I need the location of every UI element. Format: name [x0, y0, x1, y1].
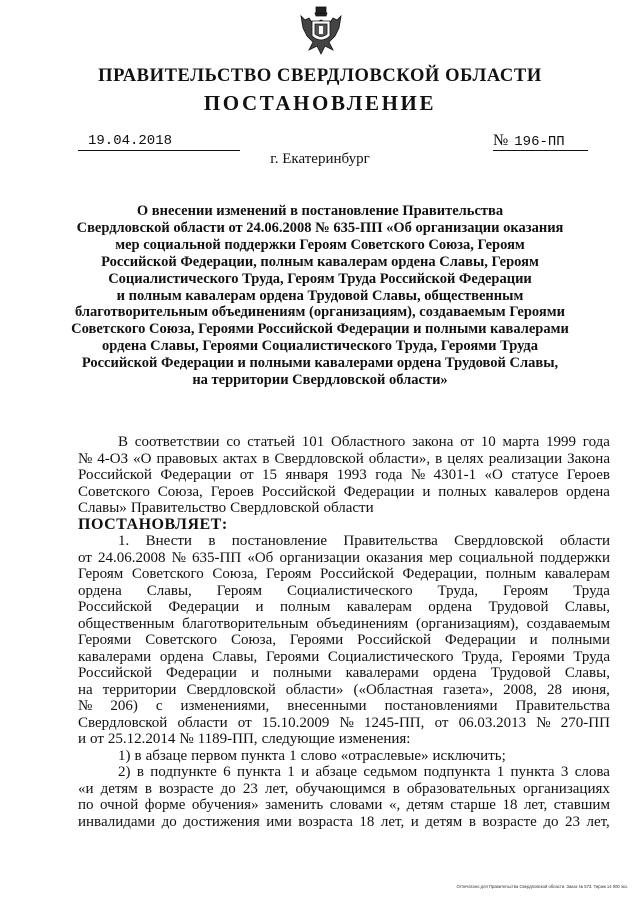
document-number: 196-ПП [514, 134, 565, 150]
body-line: по очной форме обучения» заменить словами «, детям старше 18 лет, ставшим [78, 797, 610, 813]
document-body [78, 434, 610, 830]
body-line: Славы» Правительство Свердловской области [78, 500, 374, 516]
title-line: Свердловской области от 24.06.2008 № 635-ПП «Об организации оказания [76, 219, 564, 236]
title-line: ордена Славы, Героями Социалистического Труда, Героями Труда [102, 338, 538, 355]
body-line: Советского Союза, Героев Российской Федерации и полных кавалеров ордена [78, 483, 610, 500]
title-line: мер социальной поддержки Героям Советского Союза, Героям [115, 236, 525, 253]
title-line: Социалистического Труда, Героям Труда Российской Федерации [108, 270, 532, 287]
body-line: кавалерами ордена Славы, Героями Социалистического Труда, Героями Труда [78, 648, 610, 665]
body-line: и от 25.12.2014 № 1189-ПП, следующие изменения: [78, 731, 411, 747]
body-line: от 24.06.2008 № 635-ПП «Об организации оказания мер социальной поддержки [78, 549, 610, 566]
organization-name: ПРАВИТЕЛЬСТВО СВЕРДЛОВСКОЙ ОБЛАСТИ [98, 66, 542, 86]
body-line: 2) в подпункте 6 пункта 1 и абзаце седьмом подпункта 1 пункта 3 слова [118, 764, 610, 780]
title-line: благотворительным объединениям (организациям), создаваемым Героями [75, 304, 565, 321]
body-line: Героями Советского Союза, Героями Российской Федерации и полными [78, 632, 610, 648]
body-line: Свердловской области от 15.10.2009 № 1245-ПП, от 06.03.2013 № 270-ПП [78, 714, 610, 731]
body-line: общественным благотворительным объединениям (организациям), создаваемым [78, 615, 610, 632]
body-line: 1) в абзаце первом пункта 1 слово «отраслевые» исключить; [118, 747, 506, 764]
body-line: Российской Федерации и полными кавалерами ордена Трудовой Славы, [78, 665, 610, 681]
body-line: 1. Внести в постановление Правительства Свердловской области [118, 533, 610, 549]
body-line: на территории Свердловской области» («Областная газета», 2008, 28 июня, [78, 681, 610, 698]
body-line: № 206) с изменениями, внесенными постановлениями Правительства [78, 698, 610, 714]
body-line: «и детям в возрасте до 23 лет, обучающимся в образовательных организациях [78, 780, 610, 797]
body-line: В соответствии со статьей 101 Областного закона от 10 марта 1999 года [118, 434, 610, 450]
body-line: ордена Славы, Героям Социалистического Труда, Героям Труда [78, 582, 610, 599]
title-line: Советского Союза, Героями Российской Федерации и полными кавалерами [71, 321, 569, 338]
body-line: инвалидами до достижения ими возраста 18 лет, и детям в возрасте до 23 лет, [78, 813, 610, 830]
body-line: Российской Федерации и полным кавалерам ордена Трудовой Славы, [78, 599, 610, 615]
document-type: ПОСТАНОВЛЕНИЕ [203, 91, 437, 115]
body-line: № 4-ОЗ «О правовых актах в Свердловской области», в целях реализации Закона [78, 450, 610, 467]
title-line: Российской Федерации и полными кавалерами ордена Трудовой Славы, [81, 355, 559, 372]
document-date: 19.04.2018 [78, 133, 240, 151]
body-line: Героям Советского Союза, Героям Российской Федерации, полным кавалерам [78, 566, 610, 582]
city: г. Екатеринбург [270, 151, 370, 167]
print-footer: Отпечатано для Правительства Свердловской области. Заказ № 573. Тираж 14 000 экз. [456, 884, 628, 889]
coat-of-arms-icon [299, 6, 343, 56]
title-line: О внесении изменений в постановление Правительства [136, 203, 504, 219]
title-line: Российской Федерации, полным кавалерам ордена Славы, Героям [101, 253, 539, 270]
title-line: на территории Свердловской области» [192, 372, 448, 389]
number-prefix: № [493, 132, 509, 149]
title-line: и полным кавалерам ордена Трудовой Славы, общественным [116, 287, 524, 304]
body-line: Российской Федерации от 15 января 1993 года № 4301-1 «О статусе Героев [78, 467, 610, 483]
document-number-field [493, 131, 588, 151]
document-title [60, 203, 580, 389]
resolves-heading: ПОСТАНОВЛЯЕТ: [78, 515, 228, 533]
